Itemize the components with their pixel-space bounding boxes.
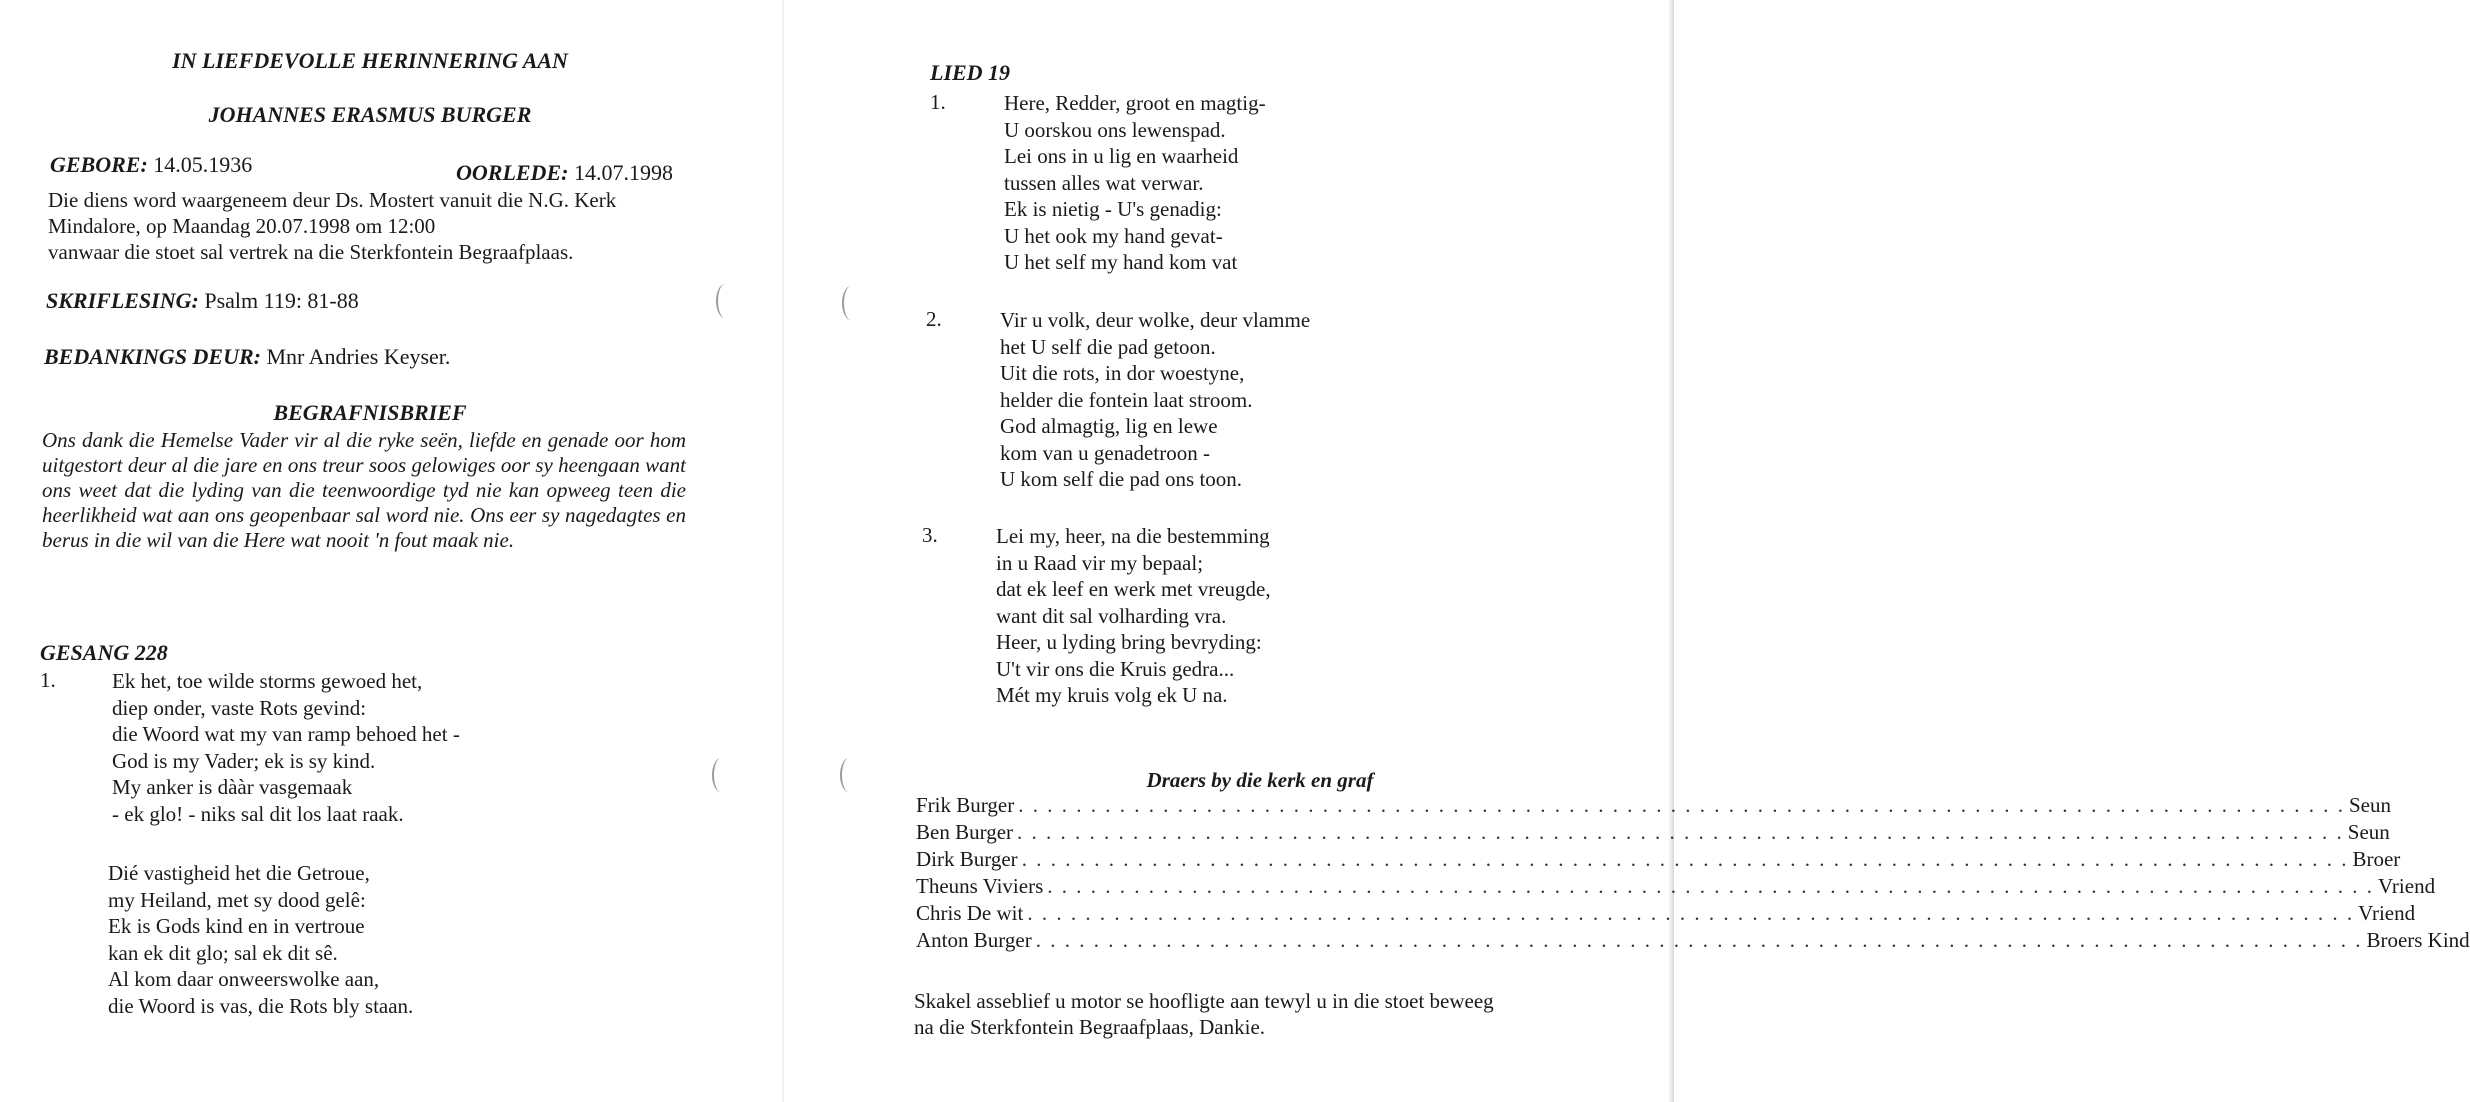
song-title: LIED 19 bbox=[930, 60, 1011, 85]
born-date: 14.05.1936 bbox=[153, 152, 253, 177]
scripture-reading bbox=[46, 288, 359, 314]
bearer-row bbox=[916, 873, 2436, 900]
dot-leader: . . . . . . . . . . . . . . . . . . . . . . . . . . . . . . . . . . . . . . . . . . . . . . . . . . . . . . . . . . . . . . . . . . . . . . . . . . . . . . . . . . . . . . . . . . . . bbox=[1027, 901, 2355, 925]
verse-line: U't vir ons die Kruis gedra... bbox=[996, 656, 1235, 681]
bearer-row bbox=[916, 819, 2390, 846]
dot-leader: . . . . . . . . . . . . . . . . . . . . . . . . . . . . . . . . . . . . . . . . . . . . . . . . . . . . . . . . . . . . . . . . . . . . . . . . . . . . . . . . . . . . . . . . . . . . bbox=[1035, 928, 2363, 952]
closing-line: na die Sterkfontein Begraafplaas, Dankie. bbox=[914, 1015, 1266, 1039]
bearer-name: Anton Burger bbox=[916, 928, 1032, 952]
song-verse-number: 3. bbox=[922, 523, 938, 547]
service-line: vanwaar die stoet sal vertrek na die Sterkfontein Begraafplaas. bbox=[48, 240, 574, 264]
verse-line: Lei my, heer, na die bestemming bbox=[996, 524, 1270, 548]
verse-line: God is my Vader; ek is sy kind. bbox=[112, 748, 376, 773]
verse-line: dat ek leef en werk met vreugde, bbox=[996, 577, 1271, 601]
bearer-name: Chris De wit bbox=[916, 901, 1024, 925]
bearer-relation: Broers Kind bbox=[2366, 928, 2470, 952]
bearers-title: Draers by die kerk en graf bbox=[1146, 768, 1374, 792]
verse-line: Ek is Gods kind en in vertroue bbox=[108, 914, 365, 938]
bearer-relation: Broer bbox=[2352, 847, 2401, 871]
song-verse-number: 2. bbox=[926, 307, 942, 331]
bearer-name: Dirk Burger bbox=[916, 847, 1018, 871]
closing-note bbox=[914, 988, 1494, 1040]
verse-line: in u Raad vir my bepaal; bbox=[996, 550, 1204, 575]
service-line: Die diens word waargeneem deur Ds. Mostert vanuit die N.G. Kerk bbox=[48, 188, 617, 212]
verse-line: die Woord is vas, die Rots bly staan. bbox=[108, 993, 414, 1018]
thanks-value: Mnr Andries Keyser. bbox=[266, 344, 451, 369]
bearer-relation: Seun bbox=[2348, 793, 2391, 817]
verse-line: My anker is dààr vasgemaak bbox=[112, 775, 353, 799]
verse-line: my Heiland, met sy dood gelê: bbox=[108, 887, 366, 912]
verse-line: U oorskou ons lewenspad. bbox=[1004, 117, 1226, 142]
song-verse-3 bbox=[996, 523, 1271, 709]
verse-line: Heer, u lyding bring bevryding: bbox=[996, 630, 1262, 654]
thanks-by bbox=[44, 344, 450, 370]
hymn-verse-number: 1. bbox=[40, 668, 56, 692]
death-info bbox=[456, 160, 673, 186]
reading-value: Psalm 119: 81-88 bbox=[204, 288, 359, 313]
verse-line: Vir u volk, deur wolke, deur vlamme bbox=[1000, 308, 1311, 332]
verse-line: God almagtig, lig en lewe bbox=[1000, 414, 1218, 438]
page-fold bbox=[782, 0, 784, 1102]
bearers-list bbox=[916, 792, 2470, 954]
dot-leader: . . . . . . . . . . . . . . . . . . . . . . . . . . . . . . . . . . . . . . . . . . . . . . . . . . . . . . . . . . . . . . . . . . . . . . . . . . . . . . . . . . . . . . . . . . . . bbox=[1047, 874, 2375, 898]
dot-leader: . . . . . . . . . . . . . . . . . . . . . . . . . . . . . . . . . . . . . . . . . . . . . . . . . . . . . . . . . . . . . . . . . . . . . . . . . . . . . . . . . . . . . . . . . . . . bbox=[1018, 793, 2345, 817]
verse-line: diep onder, vaste Rots gevind: bbox=[112, 695, 367, 720]
verse-line: Al kom daar onweerswolke aan, bbox=[108, 967, 380, 991]
closing-line: Skakel asseblief u motor se hoofligte aan tewyl u in die stoet beweeg bbox=[914, 989, 1494, 1013]
died-date: 14.07.1998 bbox=[573, 160, 673, 185]
hymn-verse-2 bbox=[108, 860, 413, 1019]
bearer-row bbox=[916, 792, 2391, 819]
song-verse-number: 1. bbox=[930, 90, 946, 114]
birth-info bbox=[50, 152, 252, 178]
left-page bbox=[0, 0, 760, 1102]
verse-line: U kom self die pad ons toon. bbox=[1000, 467, 1243, 491]
hymn-verse-1 bbox=[112, 668, 460, 827]
bearer-relation: Vriend bbox=[2378, 874, 2436, 898]
bearer-name: Theuns Viviers bbox=[916, 874, 1044, 898]
reading-label: SKRIFLESING: bbox=[46, 288, 199, 313]
bearer-relation: Seun bbox=[2347, 820, 2390, 844]
verse-line: Lei ons in u lig en waarheid bbox=[1004, 144, 1239, 168]
letter-text: Ons dank die Hemelse Vader vir al die ryke seën, liefde en genade oor hom uitgestort deur al die jare en ons treur soos gelowiges oor sy heengaan want ons weet dat die lyding van die teenwoordige tyd nie kan opweeg teen die heerlikheid wat aan ons geopenbaar sal word nie. Ons eer sy nagedagtes en berus in die wil van die Here wat nooit 'n fout maak nie. bbox=[42, 428, 686, 552]
bearer-name: Ben Burger bbox=[916, 820, 1014, 844]
verse-line: want dit sal volharding vra. bbox=[996, 603, 1227, 628]
bearer-relation: Vriend bbox=[2358, 901, 2416, 925]
hymn-title: GESANG 228 bbox=[40, 640, 168, 665]
bearer-name: Frik Burger bbox=[916, 793, 1015, 817]
verse-line: tussen alles wat verwar. bbox=[1004, 170, 1204, 195]
song-verse-1 bbox=[1004, 90, 1266, 276]
verse-line: U het self my hand kom vat bbox=[1004, 250, 1238, 274]
bearer-row bbox=[916, 927, 2470, 954]
verse-line: Ek is nietig - U's genadig: bbox=[1004, 197, 1222, 221]
verse-line: helder die fontein laat stroom. bbox=[1000, 387, 1253, 412]
born-label: GEBORE: bbox=[50, 152, 148, 177]
song-verse-2 bbox=[1000, 307, 1310, 493]
thanks-label: BEDANKINGS DEUR: bbox=[44, 344, 261, 369]
verse-line: Ek het, toe wilde storms gewoed het, bbox=[112, 669, 423, 693]
service-details bbox=[48, 187, 616, 265]
verse-line: die Woord wat my van ramp behoed het - bbox=[112, 722, 460, 746]
memorial-title: IN LIEFDEVOLLE HERINNERING AAN bbox=[172, 48, 568, 73]
bearer-row bbox=[916, 900, 2416, 927]
verse-line: - ek glo! - niks sal dit los laat raak. bbox=[112, 801, 404, 826]
verse-line: Mét my kruis volg ek U na. bbox=[996, 683, 1228, 707]
dot-leader: . . . . . . . . . . . . . . . . . . . . . . . . . . . . . . . . . . . . . . . . . . . . . . . . . . . . . . . . . . . . . . . . . . . . . . . . . . . . . . . . . . . . . . . . . . . . bbox=[1021, 847, 2349, 871]
died-label: OORLEDE: bbox=[456, 160, 569, 185]
verse-line: Uit die rots, in dor woestyne, bbox=[1000, 361, 1245, 385]
dot-leader: . . . . . . . . . . . . . . . . . . . . . . . . . . . . . . . . . . . . . . . . . . . . . . . . . . . . . . . . . . . . . . . . . . . . . . . . . . . . . . . . . . . . . . . . . . . . bbox=[1017, 820, 2344, 844]
verse-line: Dié vastigheid het die Getroue, bbox=[108, 861, 370, 885]
verse-line: het U self die pad getoon. bbox=[1000, 334, 1216, 359]
verse-line: kom van u genadetroon - bbox=[1000, 440, 1210, 465]
deceased-name: JOHANNES ERASMUS BURGER bbox=[208, 102, 532, 127]
verse-line: Here, Redder, groot en magtig- bbox=[1004, 91, 1266, 115]
letter-title: BEGRAFNISBRIEF bbox=[273, 400, 467, 425]
verse-line: U het ook my hand gevat- bbox=[1004, 223, 1223, 248]
verse-line: kan ek dit glo; sal ek dit sê. bbox=[108, 940, 338, 965]
service-line: Mindalore, op Maandag 20.07.1998 om 12:00 bbox=[48, 214, 436, 238]
bearer-row bbox=[916, 846, 2401, 873]
right-page bbox=[790, 0, 2470, 1102]
